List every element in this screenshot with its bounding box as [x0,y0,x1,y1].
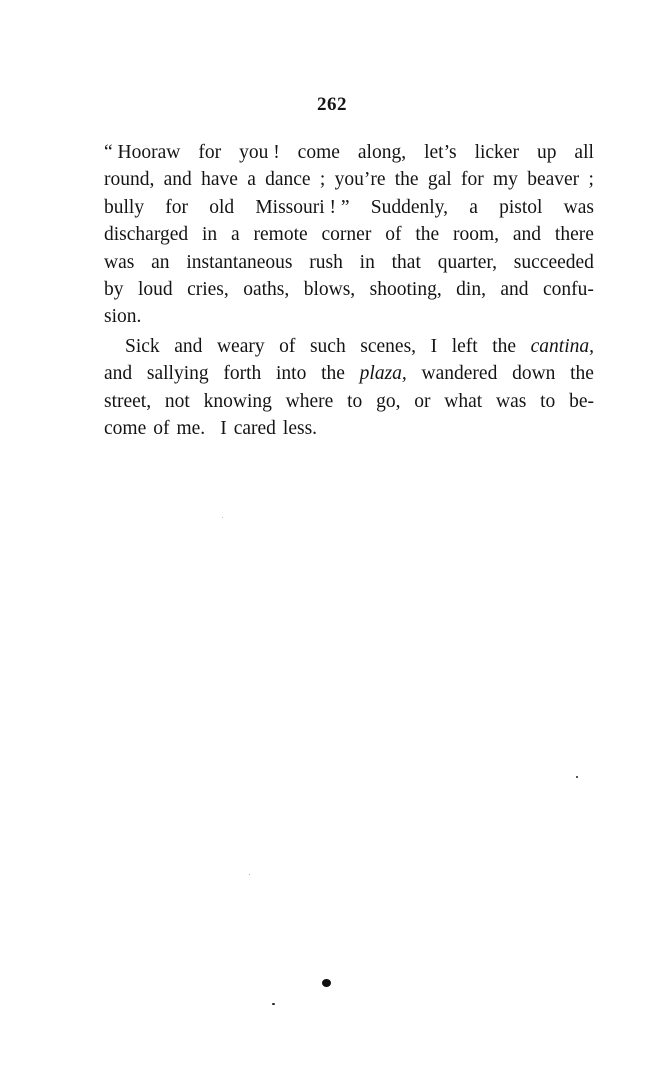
word: for [460,169,484,191]
word: knowing [203,390,272,412]
word: instantaneous [186,251,293,273]
word: there [554,224,594,246]
word: less. [282,417,318,439]
word: ; [319,169,326,191]
word: have [201,169,238,191]
paragraph-2 [104,333,594,443]
word: such [309,335,346,357]
word: round, [104,169,155,191]
word: Suddenly, [370,196,449,218]
word: an [151,251,170,273]
word: the [492,335,517,357]
word: and [174,335,203,357]
word: in [201,224,218,246]
word: for [198,142,222,163]
scan-speck [576,776,578,778]
word: where [285,390,334,412]
word: weary [216,335,265,357]
word: what [444,390,483,412]
text-line [104,276,594,303]
word: succeeded [513,251,594,273]
text-line [104,415,594,442]
word: the [394,169,419,191]
word: discharged [104,224,189,246]
word: pistol [499,196,543,218]
word: to [540,390,556,412]
word: bully [104,196,145,218]
word: was [496,390,527,412]
word: “ Hooraw [104,142,181,163]
word: for [165,196,189,218]
word: was [563,196,594,218]
page-number: 262 [317,94,347,115]
scan-speck [272,1003,275,1005]
word: forth [223,363,262,385]
word: licker [474,142,519,163]
scan-speck [222,517,223,518]
word: ; [588,169,594,191]
word: sion. [104,306,142,328]
word: be- [569,390,594,412]
word: a [469,196,478,218]
word: room, [453,224,500,246]
text-line [104,303,594,330]
word: left [451,335,478,357]
word: of [279,335,296,357]
word: a [231,224,240,246]
text-line [104,333,594,360]
italic-word: cantina, [530,335,594,357]
word: shooting, [369,278,442,300]
text-line [104,166,594,193]
word: you’re [334,169,386,191]
word: confu- [543,278,594,300]
word: or [414,390,431,412]
word: not [164,390,190,412]
text-line [104,360,594,387]
word: beaver [527,169,580,191]
word: corner [321,224,372,246]
word: sallying [146,363,209,385]
word: the [570,363,594,385]
word: cries, [187,278,229,300]
body-text [104,139,594,442]
italic-word: plaza, [359,363,407,385]
word: come [297,142,340,163]
scan-speck [322,979,331,987]
word: and [500,278,529,300]
word: Sick [125,335,160,357]
word: by [104,278,124,300]
word: come [104,417,147,439]
word: a [247,169,256,191]
word: let’s [424,142,457,163]
word: remote [253,224,308,246]
word: Missouri ! ” [255,196,350,218]
word: I [430,335,438,357]
word: in [359,251,375,273]
word: was [104,251,135,273]
word: the [321,363,345,385]
text-line [104,249,594,276]
word: wandered [421,363,498,385]
word: me. [176,417,206,439]
word: to [347,390,363,412]
word: you ! [239,142,280,163]
paragraph-1 [104,139,594,331]
word: into [276,363,307,385]
word: rush [309,251,343,273]
text-line [104,221,594,248]
word: street, [104,390,152,412]
word: that [391,251,421,273]
word: and [512,224,542,246]
text-line [104,388,594,415]
word: loud [137,278,173,300]
word: and [163,169,192,191]
word: cared [233,417,276,439]
word: quarter, [437,251,497,273]
word: along, [357,142,407,163]
word: scenes, [360,335,417,357]
word: blows, [303,278,356,300]
word: gal [427,169,452,191]
word: oaths, [243,278,290,300]
word: and [104,363,133,385]
word: up [536,142,557,163]
word: all [574,142,594,163]
word: din, [456,278,486,300]
scan-speck [249,874,250,875]
word: I [220,417,227,439]
word: the [415,224,440,246]
text-line [104,194,594,221]
word: dance [265,169,311,191]
text-line [104,139,594,166]
word: down [512,363,556,385]
word: of [153,417,170,439]
word: of [385,224,402,246]
word: old [209,196,235,218]
word: my [493,169,518,191]
word: go, [376,390,401,412]
